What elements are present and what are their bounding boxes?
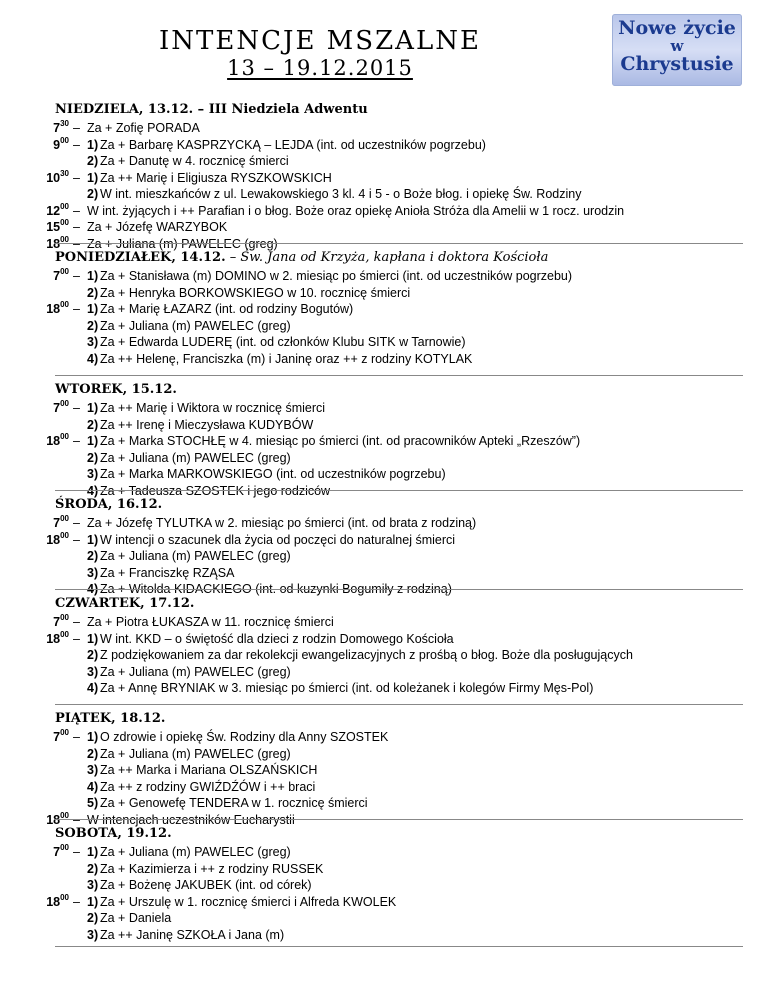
intention-number: 1) [87, 894, 99, 909]
intention-text: Za + Zofię PORADA [87, 121, 200, 135]
intention-text: Za ++ z rodziny GWIŹDŹÓW i ++ braci [100, 779, 316, 794]
intention-text: Za + Piotra ŁUKASZA w 11. rocznicę śmierci [87, 615, 334, 629]
intention-text: W int. KKD – o świętość dla dzieci z rodzin Domowego Kościoła [100, 631, 454, 646]
day-subtitle: – III Niedziela Adwentu [193, 102, 368, 117]
mass-time [0, 615, 69, 629]
intention-number: 4) [87, 351, 99, 366]
day-header [55, 711, 165, 726]
mass-time [0, 516, 69, 530]
mass-time [0, 269, 69, 283]
intention-text: W intencjach uczestników Eucharystii [87, 812, 295, 827]
mass-hour: 7 [53, 845, 61, 859]
intention-text: Za + Juliana (m) PAWELEC (greg) [100, 549, 291, 563]
day-name: ŚRODA, 16.12. [55, 497, 163, 512]
intention-text: Za + Danutę w 4. rocznicę śmierci [100, 154, 289, 168]
intention-text: Za + Marię ŁAZARZ (int. od rodziny Bogutów) [100, 302, 354, 316]
intention-text: Za + Daniela [100, 911, 172, 925]
mass-minute: 30 [60, 168, 69, 178]
intention-text: O zdrowie i opiekę Św. Rodziny dla Anny SZOSTEK [100, 730, 389, 744]
intention-number: 3) [87, 664, 99, 679]
day-header [55, 596, 194, 611]
intention-text: Za + Witolda KIDACKIEGO (int. od kuzynki Bogumiły z rodziną) [100, 582, 452, 596]
time-dash: – [73, 615, 80, 629]
intention-number: 1) [87, 302, 99, 316]
intention-number: 4) [87, 483, 99, 498]
time-dash: – [73, 220, 80, 234]
mass-time [0, 845, 69, 859]
intention-text: W int. żyjących i ++ Parafian i o błog. Boże oraz opiekę Anioła Stróża dla Amelii w 1 rocz. urodzin [87, 203, 625, 218]
intention-number: 2) [87, 450, 99, 465]
time-dash: – [73, 137, 80, 152]
mass-minute: 00 [60, 218, 69, 227]
intention-text: Za + Juliana (m) PAWELEC (greg) [100, 318, 291, 333]
mass-minute: 00 [60, 201, 69, 211]
intention-number: 2) [87, 648, 99, 662]
mass-minute: 00 [60, 399, 69, 408]
intention-number: 1) [87, 730, 99, 744]
section-divider [55, 243, 743, 244]
mass-hour: 7 [53, 516, 61, 530]
mass-time [0, 434, 69, 448]
section-divider [55, 819, 743, 820]
intention-number: 2) [87, 911, 99, 925]
day-name: CZWARTEK, 17.12. [55, 596, 195, 611]
intention-number: 3) [87, 565, 99, 580]
intention-number: 2) [87, 187, 99, 201]
mass-hour: 18 [46, 894, 61, 909]
mass-minute: 00 [60, 234, 69, 244]
time-dash: – [73, 236, 80, 251]
intention-text: Za + Genowefę TENDERA w 1. rocznicę śmierci [100, 796, 368, 810]
mass-time [0, 730, 69, 744]
date-range: 13 – 19.12.2015 [227, 56, 413, 80]
intention-number: 1) [87, 434, 99, 448]
time-dash: – [73, 269, 80, 283]
intention-number: 3) [87, 878, 99, 892]
time-dash: – [73, 730, 80, 744]
day-name: PIĄTEK, 18.12. [55, 711, 166, 726]
mass-minute: 00 [60, 843, 69, 852]
intention-number: 3) [87, 467, 99, 481]
intention-text: Za ++ Marię i Eligiusza RYSZKOWSKICH [100, 170, 332, 185]
intention-text: Za + Juliana (m) PAWELEC (greg) [100, 664, 291, 679]
intention-text: Za ++ Janinę SZKOŁA i Jana (m) [100, 927, 285, 942]
intention-text: Za + Juliana (m) PAWELEC (greg) [100, 746, 291, 761]
time-dash: – [73, 170, 80, 185]
intention-text: W int. mieszkańców z ul. Lewakowskiego 3 kl. 4 i 5 - o Boże błog. i opiekę Św. Rodziny [100, 187, 582, 201]
intention-number: 2) [87, 285, 99, 300]
time-dash: – [73, 516, 80, 530]
section-divider [55, 490, 743, 491]
time-dash: – [73, 434, 80, 448]
mass-hour: 7 [53, 269, 61, 283]
intention-number: 2) [87, 154, 99, 168]
intention-text: Za ++ Marię i Wiktora w rocznicę śmierci [100, 401, 326, 415]
intention-number: 1) [87, 170, 99, 185]
intention-text: Za + Stanisława (m) DOMINO w 2. miesiąc po śmierci (int. od uczestników pogrzebu) [100, 269, 573, 283]
mass-time [0, 121, 69, 135]
intention-number: 3) [87, 335, 99, 349]
intention-text: Za + Juliana (m) PAWELEC (greg) [87, 236, 278, 251]
mass-time [0, 168, 69, 185]
mass-time [0, 892, 69, 909]
intention-number: 2) [87, 417, 99, 432]
intention-number: 2) [87, 861, 99, 876]
mass-minute: 00 [60, 530, 69, 540]
intention-text: Za ++ Marka i Mariana OLSZAŃSKICH [100, 763, 318, 777]
mass-hour: 7 [53, 730, 61, 744]
intention-number: 1) [87, 269, 99, 283]
mass-minute: 00 [60, 432, 69, 441]
mass-hour: 18 [46, 434, 61, 448]
day-name: NIEDZIELA, 13.12. [55, 102, 194, 117]
intention-number: 4) [87, 681, 99, 695]
mass-time [0, 530, 69, 547]
mass-hour: 18 [46, 236, 61, 251]
intention-text: Za + Barbarę KASPRZYCKĄ – LEJDA (int. od uczestników pogrzebu) [100, 137, 486, 152]
section-divider [55, 589, 743, 590]
intention-text: Za + Józefę TYLUTKA w 2. miesiąc po śmierci (int. od brata z rodziną) [87, 516, 477, 530]
intention-text: W intencji o szacunek dla życia od poczęci do naturalnej śmierci [100, 532, 456, 547]
parish-logo [612, 14, 742, 86]
intention-number: 1) [87, 845, 99, 859]
mass-hour: 7 [53, 615, 61, 629]
day-name: SOBOTA, 19.12. [55, 826, 172, 841]
mass-minute: 00 [60, 892, 69, 902]
time-dash: – [73, 203, 80, 218]
day-subtitle: – Św. Jana od Krzyża, kapłana i doktora Kościoła [225, 250, 549, 265]
day-header [55, 497, 162, 512]
intention-number: 3) [87, 763, 99, 777]
mass-time [0, 629, 69, 646]
intention-text: Za + Annę BRYNIAK w 3. miesiąc po śmierci (int. od koleżanek i kolegów Firmy Męs-Pol) [100, 681, 594, 695]
intention-text: Za + Urszulę w 1. rocznicę śmierci i Alfreda KWOLEK [100, 894, 397, 909]
intention-number: 5) [87, 796, 99, 810]
intention-text: Za + Marka MARKOWSKIEGO (int. od uczestników pogrzebu) [100, 467, 446, 481]
mass-hour: 18 [46, 631, 61, 646]
mass-minute: 00 [60, 629, 69, 639]
time-dash: – [73, 302, 80, 316]
day-name: PONIEDZIAŁEK, 14.12. [55, 250, 226, 265]
mass-hour: 7 [53, 401, 61, 415]
intention-number: 4) [87, 779, 99, 794]
intention-number: 2) [87, 318, 99, 333]
mass-hour: 10 [46, 170, 61, 185]
mass-minute: 00 [60, 810, 69, 820]
day-header [55, 102, 368, 117]
day-header [55, 382, 177, 397]
intention-number: 3) [87, 927, 99, 942]
mass-minute: 00 [60, 613, 69, 622]
intention-number: 1) [87, 137, 99, 152]
intention-text: Za + Marka STOCHŁĘ w 4. miesiąc po śmierci (int. od pracowników Apteki „Rzeszów”) [100, 434, 581, 448]
mass-hour: 18 [46, 302, 61, 316]
time-dash: – [73, 812, 80, 827]
mass-hour: 18 [46, 812, 61, 827]
intention-text: Z podziękowaniem za dar rekolekcji ewangelizacyjnych z prośbą o błog. Boże dla posługujących [100, 648, 633, 662]
mass-minute: 00 [60, 300, 69, 309]
section-divider [55, 946, 743, 947]
mass-hour: 18 [46, 532, 61, 547]
intention-text: Za + Henryka BORKOWSKIEGO w 10. rocznicę śmierci [100, 285, 411, 300]
mass-time [0, 135, 69, 152]
intention-text: Za + Juliana (m) PAWELEC (greg) [100, 845, 291, 859]
logo-line-1: Nowe życie [618, 17, 736, 39]
time-dash: – [73, 845, 80, 859]
time-dash: – [73, 401, 80, 415]
day-header [55, 826, 172, 841]
mass-minute: 00 [60, 267, 69, 276]
intention-text: Za + Tadeusza SZOSTEK i jego rodziców [100, 483, 331, 498]
mass-time [0, 302, 69, 316]
intention-number: 1) [87, 631, 99, 646]
mass-hour: 9 [53, 137, 61, 152]
intention-number: 2) [87, 549, 99, 563]
logo-line-3: Chrystusie [620, 53, 734, 75]
time-dash: – [73, 532, 80, 547]
mass-hour: 12 [46, 203, 61, 218]
intention-text: Za + Juliana (m) PAWELEC (greg) [100, 450, 291, 465]
mass-minute: 00 [60, 514, 69, 523]
intention-number: 1) [87, 532, 99, 547]
intention-text: Za + Franciszkę RZĄSA [100, 565, 235, 580]
intention-number: 1) [87, 401, 99, 415]
intention-text: Za ++ Irenę i Mieczysława KUDYBÓW [100, 417, 314, 432]
intention-number: 2) [87, 746, 99, 761]
section-divider [55, 704, 743, 705]
intention-text: Za ++ Helenę, Franciszka (m) i Janinę oraz ++ z rodziny KOTYLAK [100, 351, 473, 366]
mass-minute: 00 [60, 728, 69, 737]
intention-number: 4) [87, 582, 99, 596]
intention-text: Za + Józefę WARZYBOK [87, 220, 228, 234]
mass-hour: 7 [53, 121, 61, 135]
mass-time [0, 220, 69, 234]
mass-hour: 15 [46, 220, 61, 234]
day-header [55, 250, 548, 265]
day-name: WTOREK, 15.12. [55, 382, 177, 397]
logo-line-2: w [670, 37, 684, 55]
mass-minute: 30 [60, 119, 69, 128]
mass-time [0, 401, 69, 415]
section-divider [55, 375, 743, 376]
time-dash: – [73, 631, 80, 646]
intention-text: Za + Kazimierza i ++ z rodziny RUSSEK [100, 861, 324, 876]
mass-minute: 00 [60, 135, 69, 145]
intention-text: Za + Edwarda LUDERĘ (int. od członków Klubu SITK w Tarnowie) [100, 335, 466, 349]
time-dash: – [73, 121, 80, 135]
page-title: INTENCJE MSZALNE [159, 26, 481, 56]
intention-text: Za + Bożenę JAKUBEK (int. od córek) [100, 878, 312, 892]
mass-time [0, 201, 69, 218]
time-dash: – [73, 894, 80, 909]
